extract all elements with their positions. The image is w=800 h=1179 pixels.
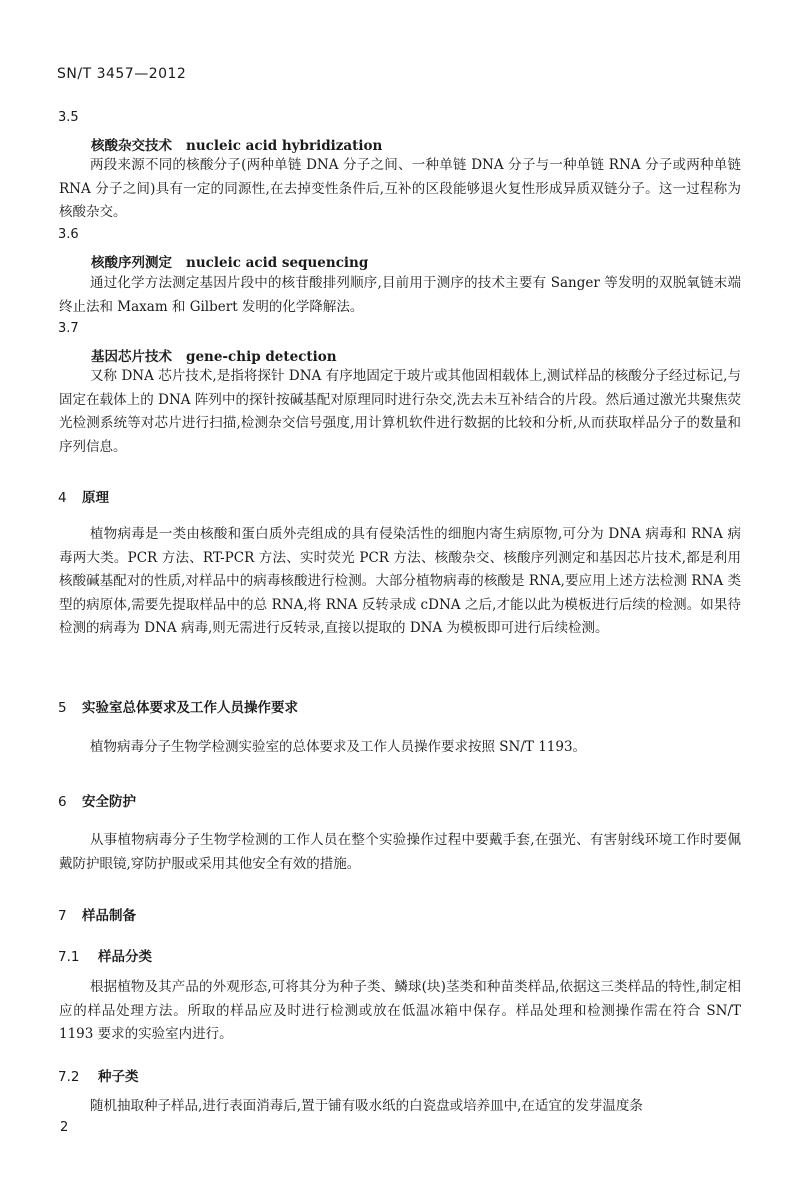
subsection-heading-7-2 [58,1065,139,1085]
section-number: 5 [58,700,67,716]
body-paragraph-6: 从事植物病毒分子生物学检测的工作人员在整个实验操作过程中要戴手套,在强光、有害射线环境工作时要佩戴防护眼镜,穿防护服或采用其他安全有效的措施。 [59,832,741,872]
section-title: 实验室总体要求及工作人员操作要求 [82,700,298,716]
subsection-title: 样品分类 [98,949,152,965]
body-paragraph-7-2: 随机抽取种子样品,进行表面消毒后,置于铺有吸水纸的白瓷盘或培养皿中,在适宜的发芽温度条 [90,1098,643,1114]
body-paragraph-4: 植物病毒是一类由核酸和蛋白质外壳组成的具有侵染活性的细胞内寄生病原物,可分为 DNA 病毒和 RNA 病毒两大类。PCR 方法、RT-PCR 方法、实时荧光 PCR 方法、核酸杂交、核酸序列测定和基因芯片技术,都是利用核酸碱基配对的性质,对样品中的病毒核酸进行检测。大部分植物病毒的核酸是 RNA,要应用上述方法检测 RNA 类型的病原体,需要先提取样品中的总 RNA,将 RNA 反转录成 cDNA 之后,才能以此为模板进行后续的检测。如果待检测的病毒为 DNA 病毒,则无需进行反转录,直接以提取的 DNA 为模板即可进行后续检测。 [59,526,741,636]
section-number: 4 [58,490,67,506]
subsection-number: 7.1 [58,949,80,965]
page-number: 2 [60,1120,69,1135]
section-number: 7 [58,908,67,924]
subsection-number: 7.2 [58,1069,80,1085]
clause-number-3-6: 3.6 [58,227,79,242]
clause-number-3-5: 3.5 [58,110,79,125]
section-heading-6 [58,790,136,810]
term-english: nucleic acid hybridization [186,138,383,154]
body-paragraph-7-1: 根据植物及其产品的外观形态,可将其分为种子类、鳞球(块)茎类和种苗类样品,依据这三类样品的特性,制定相应的样品处理方法。所取的样品应及时进行检测或放在低温冰箱中保存。样品处理和检测操作需在符合 SN/T 1193 要求的实验室内进行。 [59,979,741,1042]
clause-number-3-7: 3.7 [58,321,79,336]
section-heading-4 [58,486,109,506]
term-chinese: 基因芯片技术 [91,349,172,365]
section-title: 样品制备 [82,908,136,924]
definition-paragraph-3-5: 两段来源不同的核酸分子(两种单链 DNA 分子之间、一种单链 DNA 分子与一种单链 RNA 分子或两种单链 RNA 分子之间)具有一定的同源性,在去掉变性条件后,互补的区段能够退火复性形成异质双链分子。这一过程称为核酸杂交。 [59,157,741,220]
term-english: nucleic acid sequencing [186,255,369,271]
section-title: 原理 [82,490,109,506]
term-heading-3-6 [91,251,368,271]
section-title: 安全防护 [82,794,136,810]
subsection-title: 种子类 [98,1069,139,1085]
body-paragraph-5: 植物病毒分子生物学检测实验室的总体要求及工作人员操作要求按照 SN/T 1193。 [90,739,587,755]
term-chinese: 核酸杂交技术 [91,138,172,154]
term-english: gene-chip detection [186,349,337,365]
term-heading-3-5 [91,134,382,154]
term-heading-3-7 [91,345,337,365]
subsection-heading-7-1 [58,945,152,965]
definition-paragraph-3-7: 又称 DNA 芯片技术,是指将探针 DNA 有序地固定于玻片或其他固相载体上,测试样品的核酸分子经过标记,与固定在载体上的 DNA 阵列中的探针按碱基配对原理同时进行杂交,洗去未互补结合的片段。然后通过激光共聚焦荧光检测系统等对芯片进行扫描,检测杂交信号强度,用计算机软件进行数据的比较和分析,从而获取样品分子的数量和序列信息。 [59,368,741,455]
section-heading-7 [58,904,136,924]
term-chinese: 核酸序列测定 [91,255,172,271]
definition-paragraph-3-6: 通过化学方法测定基因片段中的核苷酸排列顺序,目前用于测序的技术主要有 Sanger 等发明的双脱氧链末端终止法和 Maxam 和 Gilbert 发明的化学降解法。 [59,275,741,315]
section-number: 6 [58,794,67,810]
standard-number-header: SN/T 3457—2012 [57,66,187,82]
section-heading-5 [58,696,298,716]
